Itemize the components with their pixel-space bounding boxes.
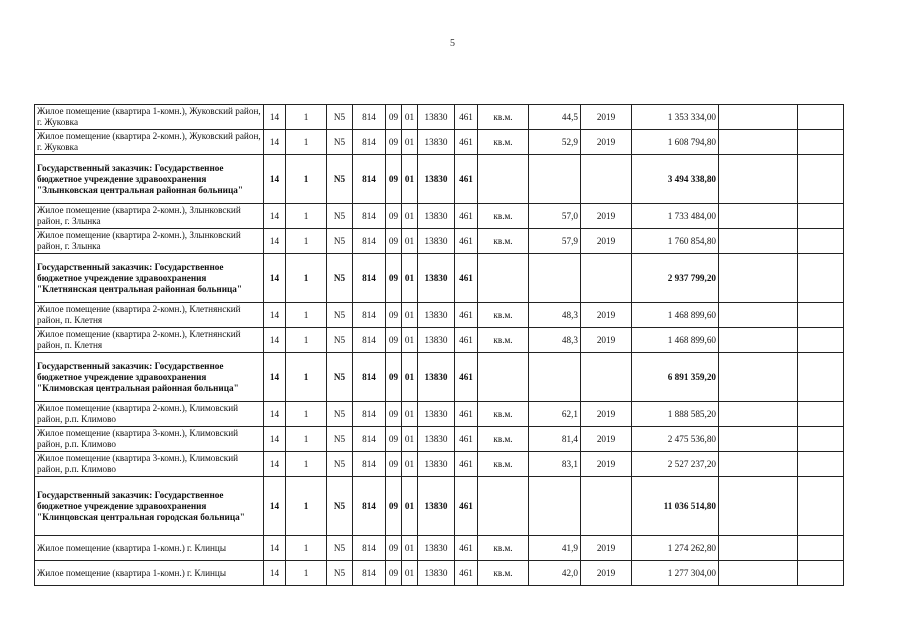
code-expense-cell: 461 bbox=[455, 105, 478, 130]
amount-cell: 1 608 794,80 bbox=[632, 130, 719, 155]
code-subdivision-cell: 01 bbox=[402, 303, 418, 328]
unit-cell: кв.м. bbox=[478, 303, 529, 328]
area-cell: 48,3 bbox=[529, 328, 581, 353]
item-row bbox=[35, 328, 844, 353]
area-cell: 57,9 bbox=[529, 229, 581, 254]
row-name-cell: Жилое помещение (квартира 3-комн.), Климовский район, р.п. Климово bbox=[35, 427, 264, 452]
year-cell bbox=[581, 155, 632, 204]
year-cell: 2019 bbox=[581, 204, 632, 229]
empty-col-2-cell bbox=[798, 105, 844, 130]
code-ministry-cell: 814 bbox=[353, 536, 386, 561]
code-ministry-cell: 814 bbox=[353, 561, 386, 586]
code-subsection-cell: 1 bbox=[286, 204, 327, 229]
code-subdivision-cell: 01 bbox=[402, 402, 418, 427]
code-project-cell: N5 bbox=[327, 452, 353, 477]
code-ministry-cell: 814 bbox=[353, 328, 386, 353]
code-target-cell: 13830 bbox=[418, 155, 455, 204]
code-subdivision-cell: 01 bbox=[402, 204, 418, 229]
unit-cell: кв.м. bbox=[478, 561, 529, 586]
row-name-cell: Жилое помещение (квартира 2-комн.), Злынковский район, г. Злынка bbox=[35, 204, 264, 229]
code-project-cell: N5 bbox=[327, 254, 353, 303]
code-expense-cell: 461 bbox=[455, 155, 478, 204]
code-project-cell: N5 bbox=[327, 536, 353, 561]
code-project-cell: N5 bbox=[327, 427, 353, 452]
year-cell bbox=[581, 353, 632, 402]
code-division-cell: 09 bbox=[386, 427, 402, 452]
budget-table-body bbox=[35, 105, 844, 586]
code-subdivision-cell: 01 bbox=[402, 130, 418, 155]
empty-col-1-cell bbox=[719, 402, 798, 427]
code-project-cell: N5 bbox=[327, 155, 353, 204]
code-ministry-cell: 814 bbox=[353, 427, 386, 452]
code-division-cell: 09 bbox=[386, 477, 402, 536]
row-name-cell: Жилое помещение (квартира 1-комн.), Жуковский район, г. Жуковка bbox=[35, 105, 264, 130]
year-cell: 2019 bbox=[581, 427, 632, 452]
code-expense-cell: 461 bbox=[455, 452, 478, 477]
empty-col-1-cell bbox=[719, 427, 798, 452]
code-section-cell: 14 bbox=[264, 402, 286, 427]
code-ministry-cell: 814 bbox=[353, 452, 386, 477]
empty-col-2-cell bbox=[798, 303, 844, 328]
code-subdivision-cell: 01 bbox=[402, 254, 418, 303]
empty-col-2-cell bbox=[798, 204, 844, 229]
budget-table bbox=[34, 104, 844, 586]
code-expense-cell: 461 bbox=[455, 536, 478, 561]
code-subsection-cell: 1 bbox=[286, 303, 327, 328]
amount-cell: 1 888 585,20 bbox=[632, 402, 719, 427]
code-division-cell: 09 bbox=[386, 328, 402, 353]
code-subsection-cell: 1 bbox=[286, 130, 327, 155]
code-ministry-cell: 814 bbox=[353, 229, 386, 254]
code-project-cell: N5 bbox=[327, 353, 353, 402]
code-expense-cell: 461 bbox=[455, 477, 478, 536]
amount-cell: 11 036 514,80 bbox=[632, 477, 719, 536]
code-division-cell: 09 bbox=[386, 452, 402, 477]
code-expense-cell: 461 bbox=[455, 229, 478, 254]
empty-col-1-cell bbox=[719, 105, 798, 130]
code-division-cell: 09 bbox=[386, 402, 402, 427]
code-target-cell: 13830 bbox=[418, 402, 455, 427]
code-project-cell: N5 bbox=[327, 561, 353, 586]
row-name-cell: Жилое помещение (квартира 2-комн.), Клетнянский район, п. Клетня bbox=[35, 328, 264, 353]
row-name-cell: Жилое помещение (квартира 2-комн.), Злынковский район, г. Злынка bbox=[35, 229, 264, 254]
item-row bbox=[35, 452, 844, 477]
amount-cell: 2 475 536,80 bbox=[632, 427, 719, 452]
empty-col-2-cell bbox=[798, 155, 844, 204]
row-name-cell: Жилое помещение (квартира 2-комн.), Клетнянский район, п. Клетня bbox=[35, 303, 264, 328]
area-cell: 48,3 bbox=[529, 303, 581, 328]
code-section-cell: 14 bbox=[264, 105, 286, 130]
code-ministry-cell: 814 bbox=[353, 254, 386, 303]
unit-cell bbox=[478, 155, 529, 204]
code-expense-cell: 461 bbox=[455, 204, 478, 229]
code-subsection-cell: 1 bbox=[286, 452, 327, 477]
empty-col-1-cell bbox=[719, 229, 798, 254]
code-subsection-cell: 1 bbox=[286, 254, 327, 303]
item-row bbox=[35, 303, 844, 328]
unit-cell bbox=[478, 477, 529, 536]
row-name-cell: Жилое помещение (квартира 1-комн.) г. Клинцы bbox=[35, 561, 264, 586]
code-subdivision-cell: 01 bbox=[402, 328, 418, 353]
code-division-cell: 09 bbox=[386, 130, 402, 155]
row-name-cell: Жилое помещение (квартира 3-комн.), Климовский район, р.п. Климово bbox=[35, 452, 264, 477]
code-project-cell: N5 bbox=[327, 229, 353, 254]
code-subdivision-cell: 01 bbox=[402, 536, 418, 561]
code-subdivision-cell: 01 bbox=[402, 452, 418, 477]
code-subsection-cell: 1 bbox=[286, 477, 327, 536]
page-number: 5 bbox=[450, 38, 455, 49]
code-ministry-cell: 814 bbox=[353, 155, 386, 204]
row-name-cell: Государственный заказчик: Государственное бюджетное учреждение здравоохранения "Климовская центральная районная больница" bbox=[35, 353, 264, 402]
amount-cell: 1 274 262,80 bbox=[632, 536, 719, 561]
item-row bbox=[35, 427, 844, 452]
code-section-cell: 14 bbox=[264, 477, 286, 536]
row-name-cell: Жилое помещение (квартира 2-комн.), Жуковский район, г. Жуковка bbox=[35, 130, 264, 155]
code-ministry-cell: 814 bbox=[353, 130, 386, 155]
code-subdivision-cell: 01 bbox=[402, 155, 418, 204]
area-cell: 41,9 bbox=[529, 536, 581, 561]
year-cell: 2019 bbox=[581, 561, 632, 586]
empty-col-1-cell bbox=[719, 254, 798, 303]
item-row bbox=[35, 402, 844, 427]
code-target-cell: 13830 bbox=[418, 229, 455, 254]
code-project-cell: N5 bbox=[327, 328, 353, 353]
year-cell: 2019 bbox=[581, 328, 632, 353]
empty-col-1-cell bbox=[719, 303, 798, 328]
amount-cell: 1 733 484,00 bbox=[632, 204, 719, 229]
code-expense-cell: 461 bbox=[455, 561, 478, 586]
row-name-cell: Государственный заказчик: Государственное бюджетное учреждение здравоохранения "Клетнянская центральная районная больница" bbox=[35, 254, 264, 303]
code-project-cell: N5 bbox=[327, 477, 353, 536]
code-division-cell: 09 bbox=[386, 229, 402, 254]
area-cell: 81,4 bbox=[529, 427, 581, 452]
code-section-cell: 14 bbox=[264, 204, 286, 229]
unit-cell: кв.м. bbox=[478, 229, 529, 254]
code-division-cell: 09 bbox=[386, 561, 402, 586]
code-section-cell: 14 bbox=[264, 328, 286, 353]
empty-col-2-cell bbox=[798, 353, 844, 402]
code-ministry-cell: 814 bbox=[353, 303, 386, 328]
amount-cell: 1 468 899,60 bbox=[632, 328, 719, 353]
amount-cell: 1 760 854,80 bbox=[632, 229, 719, 254]
year-cell: 2019 bbox=[581, 536, 632, 561]
amount-cell: 1 468 899,60 bbox=[632, 303, 719, 328]
code-target-cell: 13830 bbox=[418, 204, 455, 229]
code-target-cell: 13830 bbox=[418, 536, 455, 561]
year-cell: 2019 bbox=[581, 402, 632, 427]
code-subdivision-cell: 01 bbox=[402, 229, 418, 254]
unit-cell: кв.м. bbox=[478, 105, 529, 130]
empty-col-1-cell bbox=[719, 353, 798, 402]
code-section-cell: 14 bbox=[264, 536, 286, 561]
empty-col-1-cell bbox=[719, 477, 798, 536]
empty-col-2-cell bbox=[798, 402, 844, 427]
code-division-cell: 09 bbox=[386, 353, 402, 402]
empty-col-1-cell bbox=[719, 130, 798, 155]
item-row bbox=[35, 204, 844, 229]
code-ministry-cell: 814 bbox=[353, 204, 386, 229]
empty-col-1-cell bbox=[719, 561, 798, 586]
code-subdivision-cell: 01 bbox=[402, 105, 418, 130]
row-name-cell: Жилое помещение (квартира 2-комн.), Климовский район, р.п. Климово bbox=[35, 402, 264, 427]
unit-cell bbox=[478, 254, 529, 303]
code-target-cell: 13830 bbox=[418, 477, 455, 536]
code-subdivision-cell: 01 bbox=[402, 477, 418, 536]
code-target-cell: 13830 bbox=[418, 353, 455, 402]
code-project-cell: N5 bbox=[327, 204, 353, 229]
item-row bbox=[35, 536, 844, 561]
area-cell bbox=[529, 155, 581, 204]
code-section-cell: 14 bbox=[264, 254, 286, 303]
code-division-cell: 09 bbox=[386, 105, 402, 130]
code-subsection-cell: 1 bbox=[286, 105, 327, 130]
empty-col-2-cell bbox=[798, 427, 844, 452]
code-subdivision-cell: 01 bbox=[402, 353, 418, 402]
year-cell: 2019 bbox=[581, 105, 632, 130]
code-subsection-cell: 1 bbox=[286, 402, 327, 427]
area-cell: 62,1 bbox=[529, 402, 581, 427]
empty-col-2-cell bbox=[798, 452, 844, 477]
item-row bbox=[35, 561, 844, 586]
customer-row bbox=[35, 155, 844, 204]
row-name-cell: Государственный заказчик: Государственное бюджетное учреждение здравоохранения "Злынковская центральная районная больница" bbox=[35, 155, 264, 204]
code-project-cell: N5 bbox=[327, 303, 353, 328]
year-cell: 2019 bbox=[581, 452, 632, 477]
row-name-cell: Жилое помещение (квартира 1-комн.) г. Клинцы bbox=[35, 536, 264, 561]
code-target-cell: 13830 bbox=[418, 105, 455, 130]
code-subsection-cell: 1 bbox=[286, 155, 327, 204]
item-row bbox=[35, 130, 844, 155]
amount-cell: 1 353 334,00 bbox=[632, 105, 719, 130]
amount-cell: 3 494 338,80 bbox=[632, 155, 719, 204]
code-expense-cell: 461 bbox=[455, 353, 478, 402]
customer-row bbox=[35, 477, 844, 536]
code-target-cell: 13830 bbox=[418, 130, 455, 155]
amount-cell: 2 937 799,20 bbox=[632, 254, 719, 303]
amount-cell: 6 891 359,20 bbox=[632, 353, 719, 402]
unit-cell: кв.м. bbox=[478, 328, 529, 353]
empty-col-1-cell bbox=[719, 452, 798, 477]
amount-cell: 1 277 304,00 bbox=[632, 561, 719, 586]
code-division-cell: 09 bbox=[386, 204, 402, 229]
unit-cell: кв.м. bbox=[478, 427, 529, 452]
empty-col-1-cell bbox=[719, 536, 798, 561]
code-project-cell: N5 bbox=[327, 105, 353, 130]
code-section-cell: 14 bbox=[264, 229, 286, 254]
code-section-cell: 14 bbox=[264, 303, 286, 328]
code-subsection-cell: 1 bbox=[286, 353, 327, 402]
item-row bbox=[35, 105, 844, 130]
code-project-cell: N5 bbox=[327, 130, 353, 155]
code-subsection-cell: 1 bbox=[286, 229, 327, 254]
empty-col-1-cell bbox=[719, 204, 798, 229]
code-target-cell: 13830 bbox=[418, 452, 455, 477]
code-division-cell: 09 bbox=[386, 536, 402, 561]
area-cell bbox=[529, 254, 581, 303]
code-subsection-cell: 1 bbox=[286, 536, 327, 561]
area-cell: 57,0 bbox=[529, 204, 581, 229]
unit-cell: кв.м. bbox=[478, 536, 529, 561]
area-cell: 44,5 bbox=[529, 105, 581, 130]
unit-cell: кв.м. bbox=[478, 204, 529, 229]
unit-cell: кв.м. bbox=[478, 402, 529, 427]
unit-cell: кв.м. bbox=[478, 130, 529, 155]
code-section-cell: 14 bbox=[264, 155, 286, 204]
code-expense-cell: 461 bbox=[455, 328, 478, 353]
code-subsection-cell: 1 bbox=[286, 427, 327, 452]
area-cell: 42,0 bbox=[529, 561, 581, 586]
code-target-cell: 13830 bbox=[418, 254, 455, 303]
year-cell: 2019 bbox=[581, 303, 632, 328]
year-cell: 2019 bbox=[581, 229, 632, 254]
code-target-cell: 13830 bbox=[418, 303, 455, 328]
code-project-cell: N5 bbox=[327, 402, 353, 427]
code-target-cell: 13830 bbox=[418, 328, 455, 353]
empty-col-2-cell bbox=[798, 254, 844, 303]
code-expense-cell: 461 bbox=[455, 130, 478, 155]
code-expense-cell: 461 bbox=[455, 402, 478, 427]
code-ministry-cell: 814 bbox=[353, 105, 386, 130]
code-expense-cell: 461 bbox=[455, 427, 478, 452]
row-name-cell: Государственный заказчик: Государственное бюджетное учреждение здравоохранения "Клинцовская центральная городская больница" bbox=[35, 477, 264, 536]
area-cell bbox=[529, 477, 581, 536]
empty-col-2-cell bbox=[798, 561, 844, 586]
code-division-cell: 09 bbox=[386, 303, 402, 328]
empty-col-2-cell bbox=[798, 130, 844, 155]
amount-cell: 2 527 237,20 bbox=[632, 452, 719, 477]
year-cell bbox=[581, 477, 632, 536]
code-subsection-cell: 1 bbox=[286, 561, 327, 586]
code-division-cell: 09 bbox=[386, 155, 402, 204]
area-cell: 52,9 bbox=[529, 130, 581, 155]
empty-col-2-cell bbox=[798, 536, 844, 561]
code-section-cell: 14 bbox=[264, 561, 286, 586]
code-section-cell: 14 bbox=[264, 452, 286, 477]
customer-row bbox=[35, 353, 844, 402]
year-cell bbox=[581, 254, 632, 303]
code-subdivision-cell: 01 bbox=[402, 427, 418, 452]
empty-col-2-cell bbox=[798, 229, 844, 254]
unit-cell bbox=[478, 353, 529, 402]
code-expense-cell: 461 bbox=[455, 254, 478, 303]
code-section-cell: 14 bbox=[264, 427, 286, 452]
code-ministry-cell: 814 bbox=[353, 402, 386, 427]
code-target-cell: 13830 bbox=[418, 561, 455, 586]
year-cell: 2019 bbox=[581, 130, 632, 155]
code-ministry-cell: 814 bbox=[353, 477, 386, 536]
customer-row bbox=[35, 254, 844, 303]
code-section-cell: 14 bbox=[264, 353, 286, 402]
unit-cell: кв.м. bbox=[478, 452, 529, 477]
code-subdivision-cell: 01 bbox=[402, 561, 418, 586]
code-division-cell: 09 bbox=[386, 254, 402, 303]
code-ministry-cell: 814 bbox=[353, 353, 386, 402]
code-expense-cell: 461 bbox=[455, 303, 478, 328]
empty-col-1-cell bbox=[719, 155, 798, 204]
code-subsection-cell: 1 bbox=[286, 328, 327, 353]
area-cell: 83,1 bbox=[529, 452, 581, 477]
area-cell bbox=[529, 353, 581, 402]
empty-col-1-cell bbox=[719, 328, 798, 353]
code-section-cell: 14 bbox=[264, 130, 286, 155]
empty-col-2-cell bbox=[798, 328, 844, 353]
empty-col-2-cell bbox=[798, 477, 844, 536]
code-target-cell: 13830 bbox=[418, 427, 455, 452]
item-row bbox=[35, 229, 844, 254]
